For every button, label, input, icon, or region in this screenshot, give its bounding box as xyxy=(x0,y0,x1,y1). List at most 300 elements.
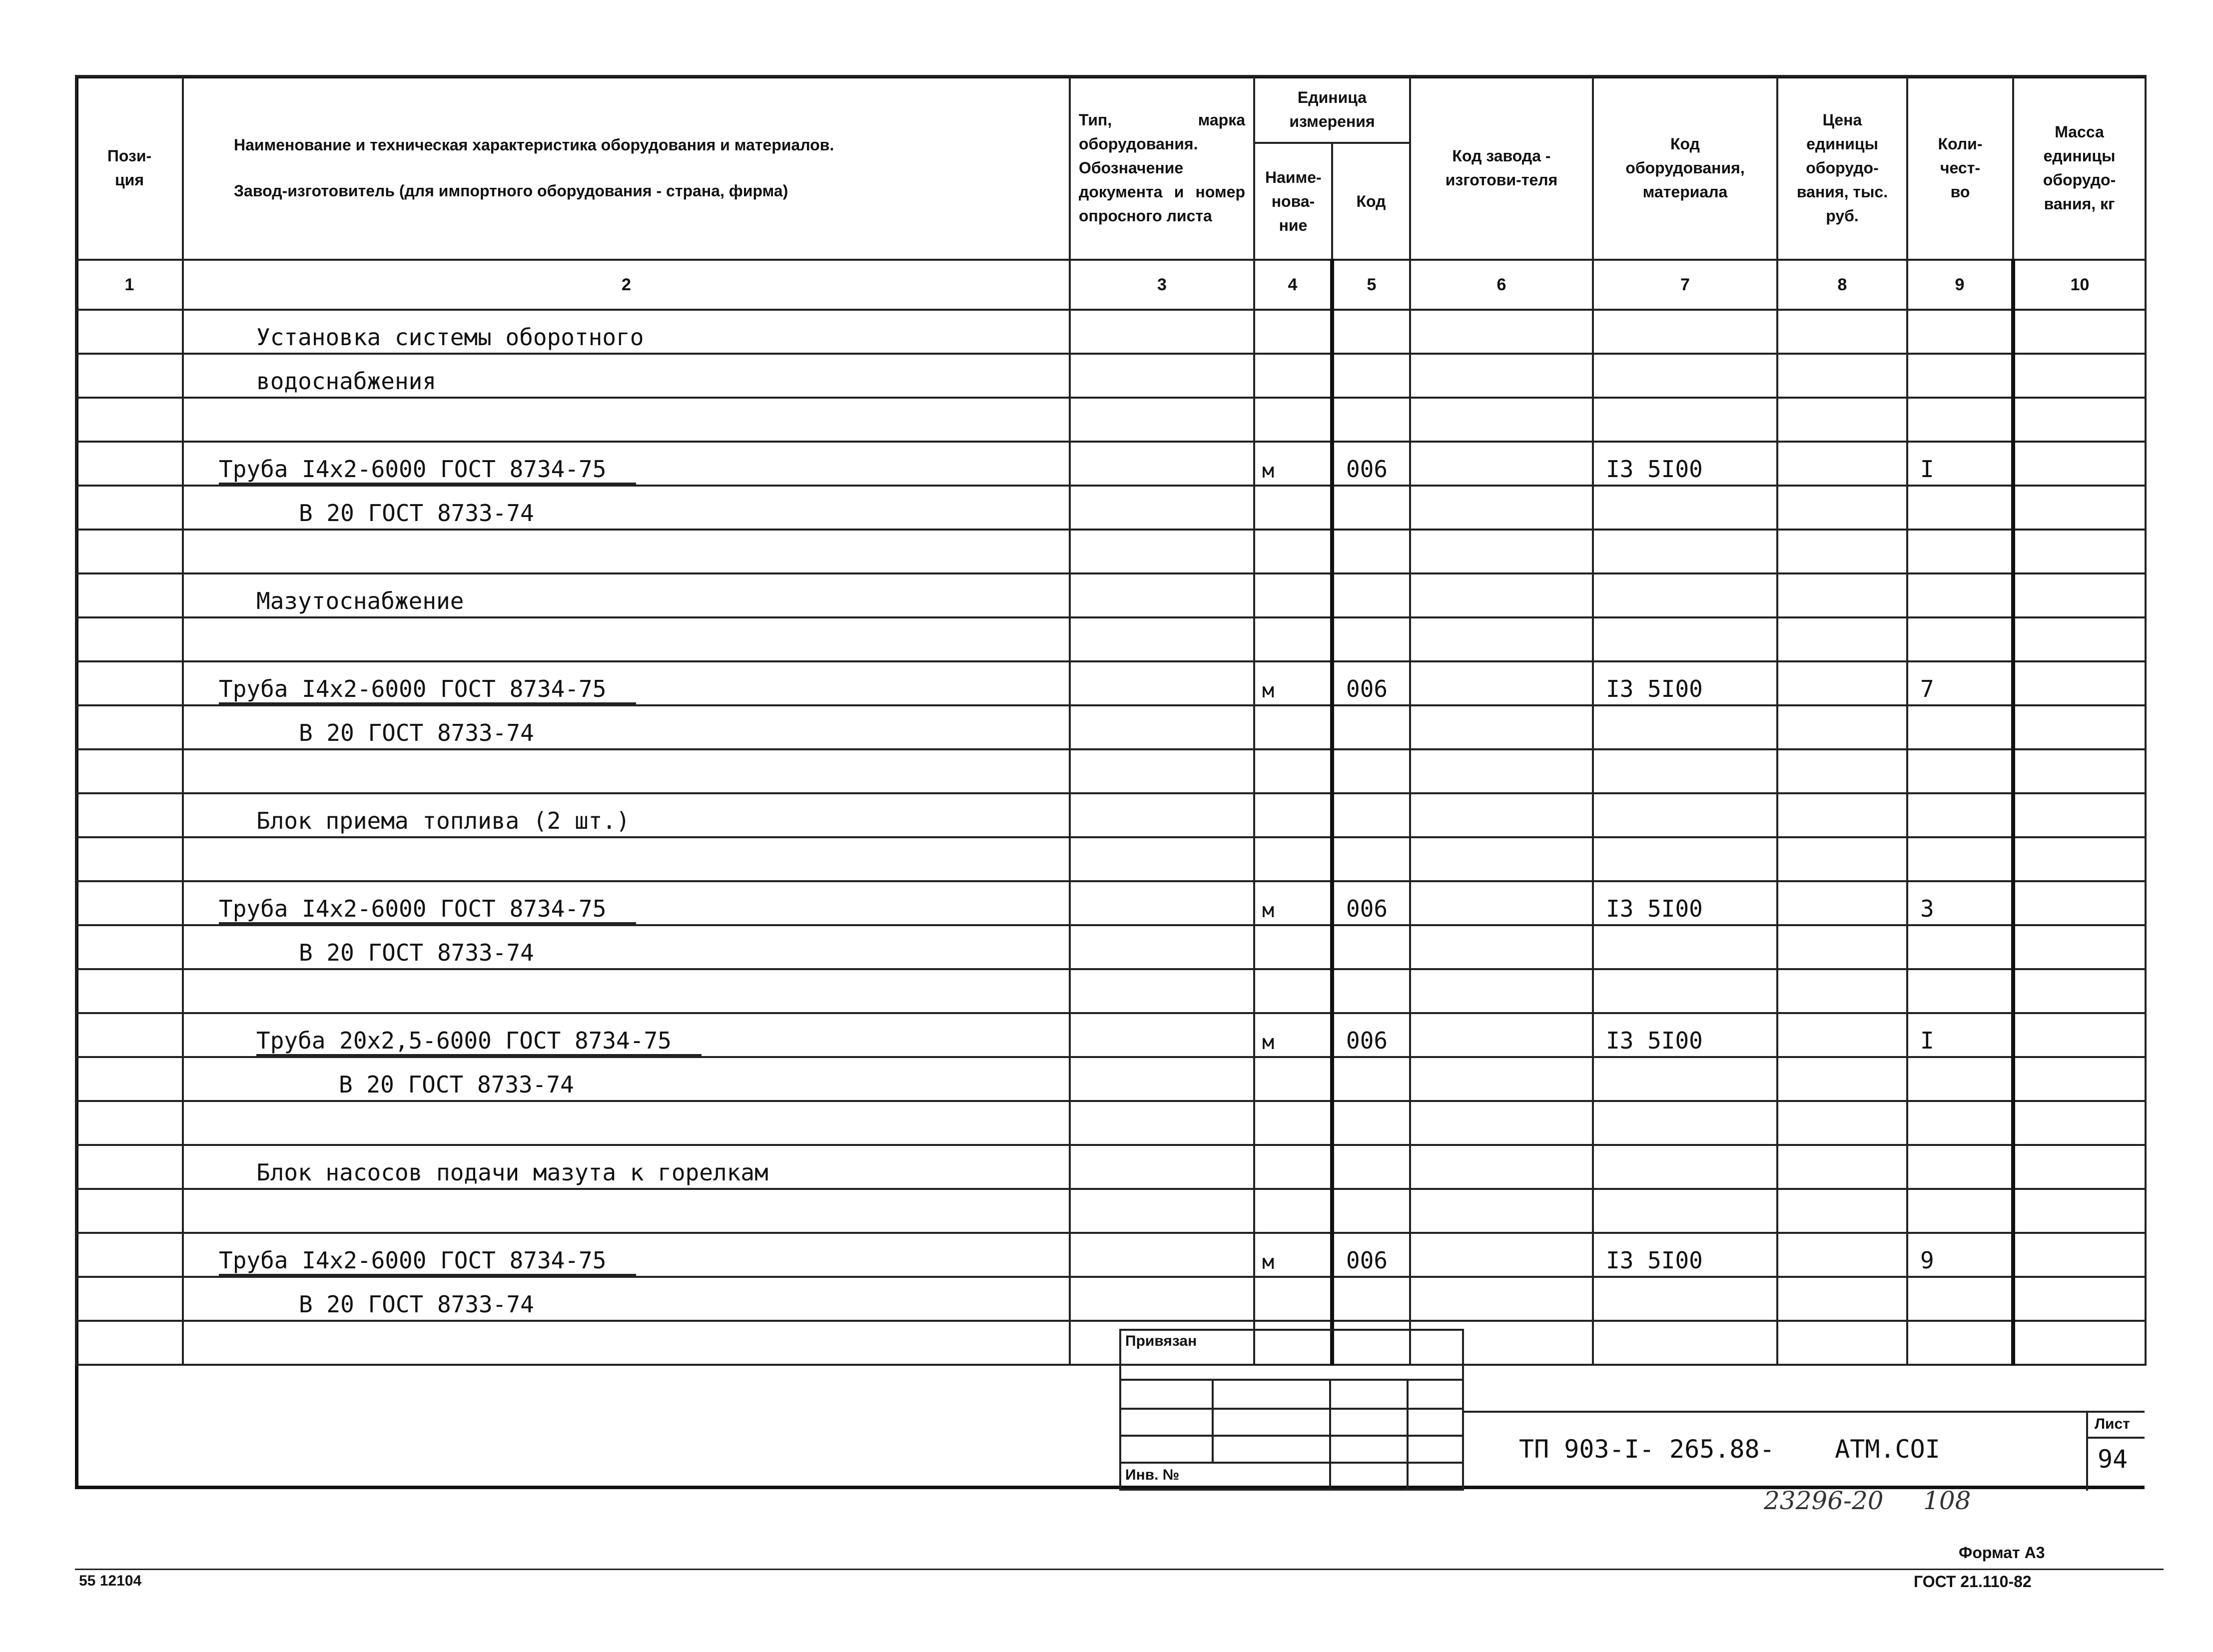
empty-cell xyxy=(2013,354,2146,398)
empty-cell xyxy=(1070,1145,1254,1189)
item-description xyxy=(183,442,1070,486)
stamp-divider xyxy=(1329,1379,1331,1491)
item-description-text: В 20 ГОСТ 8733-74 xyxy=(299,1291,534,1318)
column-number: 1 xyxy=(76,260,183,310)
empty-cell xyxy=(1070,1277,1254,1321)
sheet-divider xyxy=(2086,1411,2088,1491)
empty-cell xyxy=(1777,1013,1907,1057)
header-position: Пози- ция xyxy=(76,76,183,260)
empty-cell xyxy=(76,398,183,442)
table-row xyxy=(76,1013,2146,1057)
empty-cell xyxy=(76,925,183,969)
table-row xyxy=(76,793,2146,837)
header-mass: Масса единицы оборудо-вания, кг xyxy=(2013,76,2146,260)
unit-code xyxy=(1332,573,1410,617)
empty-cell xyxy=(76,442,183,486)
empty-cell xyxy=(1070,1189,1254,1233)
empty-cell xyxy=(1410,1189,1593,1233)
quantity: 7 xyxy=(1907,661,2013,705)
unit-code xyxy=(1332,925,1410,969)
empty-cell xyxy=(1777,881,1907,925)
equipment-code xyxy=(1593,1145,1777,1189)
quantity xyxy=(1907,705,2013,749)
empty-cell xyxy=(1410,881,1593,925)
empty-cell xyxy=(1070,793,1254,837)
equipment-code xyxy=(1593,837,1777,881)
equipment-code xyxy=(1593,354,1777,398)
unit-code: 006 xyxy=(1332,661,1410,705)
quantity xyxy=(1907,1145,2013,1189)
empty-cell xyxy=(1410,398,1593,442)
item-description xyxy=(183,837,1070,881)
equipment-code xyxy=(1593,1277,1777,1321)
table-row xyxy=(76,1145,2146,1189)
empty-cell xyxy=(76,749,183,793)
table-body xyxy=(76,310,2146,1365)
unit-name xyxy=(1254,617,1332,661)
unit-name: м xyxy=(1254,1013,1332,1057)
empty-cell xyxy=(1070,530,1254,573)
empty-cell xyxy=(2013,310,2146,354)
empty-cell xyxy=(76,1233,183,1277)
header-equipment-code: Код оборудования, материала xyxy=(1593,76,1777,260)
empty-cell xyxy=(1410,837,1593,881)
empty-cell xyxy=(1410,1233,1593,1277)
item-description xyxy=(183,310,1070,354)
unit-name xyxy=(1254,925,1332,969)
empty-cell xyxy=(1777,530,1907,573)
empty-cell xyxy=(1410,1145,1593,1189)
table-row xyxy=(76,398,2146,442)
empty-cell xyxy=(1410,793,1593,837)
unit-code: 006 xyxy=(1332,1013,1410,1057)
unit-code xyxy=(1332,1145,1410,1189)
item-description xyxy=(183,1189,1070,1233)
equipment-code xyxy=(1593,969,1777,1013)
empty-cell xyxy=(1410,925,1593,969)
equipment-code xyxy=(1593,530,1777,573)
empty-cell xyxy=(1777,925,1907,969)
empty-cell xyxy=(76,310,183,354)
empty-cell xyxy=(1777,573,1907,617)
equipment-code: I3 5I00 xyxy=(1593,881,1777,925)
unit-code xyxy=(1332,354,1410,398)
empty-cell xyxy=(1410,310,1593,354)
empty-cell xyxy=(1777,1145,1907,1189)
quantity xyxy=(1907,837,2013,881)
empty-cell xyxy=(1777,749,1907,793)
unit-name xyxy=(1254,1101,1332,1145)
equipment-code xyxy=(1593,573,1777,617)
empty-cell xyxy=(1777,1189,1907,1233)
item-description xyxy=(183,354,1070,398)
item-description xyxy=(183,1057,1070,1101)
table-row xyxy=(76,925,2146,969)
equipment-code xyxy=(1593,705,1777,749)
empty-cell xyxy=(1777,837,1907,881)
table-row xyxy=(76,969,2146,1013)
column-number: 10 xyxy=(2013,260,2146,310)
empty-cell xyxy=(1070,617,1254,661)
header-unit-code: Код xyxy=(1332,143,1410,260)
equipment-code xyxy=(1593,793,1777,837)
item-description xyxy=(183,573,1070,617)
column-number: 4 xyxy=(1254,260,1332,310)
equipment-code: I3 5I00 xyxy=(1593,442,1777,486)
empty-cell xyxy=(1777,661,1907,705)
empty-cell xyxy=(2013,1233,2146,1277)
equipment-code: I3 5I00 xyxy=(1593,661,1777,705)
inventory-code: 55 12104 xyxy=(79,1573,142,1589)
empty-cell xyxy=(2013,749,2146,793)
empty-cell xyxy=(76,881,183,925)
empty-cell xyxy=(2013,573,2146,617)
table-row xyxy=(76,705,2146,749)
unit-name xyxy=(1254,530,1332,573)
empty-cell xyxy=(1070,661,1254,705)
empty-cell xyxy=(1410,1277,1593,1321)
empty-cell xyxy=(76,1013,183,1057)
unit-name xyxy=(1254,398,1332,442)
equipment-code: I3 5I00 xyxy=(1593,1013,1777,1057)
empty-cell xyxy=(2013,1277,2146,1321)
header-price: Цена единицы оборудо-вания, тыс. руб. xyxy=(1777,76,1907,260)
unit-name xyxy=(1254,837,1332,881)
unit-code: 006 xyxy=(1332,442,1410,486)
unit-name xyxy=(1254,749,1332,793)
quantity xyxy=(1907,925,2013,969)
equipment-code xyxy=(1593,925,1777,969)
empty-cell xyxy=(1777,1101,1907,1145)
document-code: ТП 903-I- 265.88- АТМ.COI xyxy=(1519,1435,1940,1464)
empty-cell xyxy=(1070,573,1254,617)
privyazan-label: Привязан xyxy=(1125,1333,1197,1349)
column-numbers-row xyxy=(76,260,2146,310)
empty-cell xyxy=(1070,1233,1254,1277)
empty-cell xyxy=(1070,749,1254,793)
item-description xyxy=(183,881,1070,925)
header-factory-code: Код завода - изготови-теля xyxy=(1410,76,1593,260)
unit-name xyxy=(1254,969,1332,1013)
unit-code xyxy=(1332,749,1410,793)
unit-code: 006 xyxy=(1332,881,1410,925)
empty-cell xyxy=(1070,310,1254,354)
empty-cell xyxy=(1777,969,1907,1013)
empty-cell xyxy=(2013,925,2146,969)
table-row xyxy=(76,1189,2146,1233)
header-unit-group: Единица измерения xyxy=(1254,76,1410,143)
stamp-line xyxy=(1119,1462,1464,1464)
quantity xyxy=(1907,1189,2013,1233)
unit-code xyxy=(1332,1057,1410,1101)
table-row xyxy=(76,442,2146,486)
empty-cell xyxy=(1070,1057,1254,1101)
empty-cell xyxy=(2013,617,2146,661)
table-row xyxy=(76,573,2146,617)
equipment-code xyxy=(1593,486,1777,530)
empty-cell xyxy=(1070,398,1254,442)
unit-code xyxy=(1332,837,1410,881)
gost-label: ГОСТ 21.110-82 xyxy=(1914,1573,2032,1591)
footer-line xyxy=(75,1569,2164,1570)
empty-cell xyxy=(1070,1101,1254,1145)
equipment-code xyxy=(1593,1101,1777,1145)
table-row xyxy=(76,310,2146,354)
item-description-text: Труба I4х2-6000 ГОСТ 8734-75 xyxy=(219,675,636,704)
quantity xyxy=(1907,1277,2013,1321)
empty-cell xyxy=(1777,442,1907,486)
quantity: I xyxy=(1907,1013,2013,1057)
equipment-code xyxy=(1593,1057,1777,1101)
empty-cell xyxy=(1410,969,1593,1013)
column-number: 6 xyxy=(1410,260,1593,310)
empty-cell xyxy=(1777,793,1907,837)
unit-name xyxy=(1254,705,1332,749)
empty-cell xyxy=(76,1057,183,1101)
quantity xyxy=(1907,1321,2013,1365)
empty-cell xyxy=(1410,749,1593,793)
item-description-text: водоснабжения xyxy=(256,368,437,395)
item-description xyxy=(183,925,1070,969)
table-row xyxy=(76,837,2146,881)
item-description xyxy=(183,661,1070,705)
empty-cell xyxy=(1070,925,1254,969)
inv-no-label: Инв. № xyxy=(1125,1467,1180,1483)
table-row xyxy=(76,1277,2146,1321)
empty-cell xyxy=(2013,398,2146,442)
unit-code xyxy=(1332,398,1410,442)
item-description-text: В 20 ГОСТ 8733-74 xyxy=(299,719,534,746)
sheet-number: 94 xyxy=(2098,1445,2128,1474)
equipment-code xyxy=(1593,749,1777,793)
quantity xyxy=(1907,573,2013,617)
sheet-line xyxy=(2086,1437,2145,1439)
header-name-line1: Наименование и техническая характеристика оборудования и материалов. xyxy=(234,136,834,154)
item-description xyxy=(183,705,1070,749)
column-number: 9 xyxy=(1907,260,2013,310)
unit-name: м xyxy=(1254,661,1332,705)
item-description xyxy=(183,1013,1070,1057)
empty-cell xyxy=(76,530,183,573)
empty-cell xyxy=(1777,354,1907,398)
unit-name xyxy=(1254,793,1332,837)
empty-cell xyxy=(1070,354,1254,398)
empty-cell xyxy=(1070,486,1254,530)
unit-code: 006 xyxy=(1332,1233,1410,1277)
stamp-line xyxy=(1119,1379,1464,1381)
empty-cell xyxy=(1410,573,1593,617)
item-description-text: Блок насосов подачи мазута к горелкам xyxy=(256,1159,768,1186)
unit-name xyxy=(1254,486,1332,530)
empty-cell xyxy=(1777,1233,1907,1277)
table-row xyxy=(76,1101,2146,1145)
empty-cell xyxy=(1777,1277,1907,1321)
table-row xyxy=(76,881,2146,925)
unit-name: м xyxy=(1254,442,1332,486)
empty-cell xyxy=(1410,1057,1593,1101)
table-row xyxy=(76,617,2146,661)
item-description-text: Труба I4х2-6000 ГОСТ 8734-75 xyxy=(219,1247,636,1276)
unit-code xyxy=(1332,310,1410,354)
empty-cell xyxy=(1777,1321,1907,1365)
empty-cell xyxy=(76,1189,183,1233)
unit-name xyxy=(1254,310,1332,354)
empty-cell xyxy=(2013,793,2146,837)
empty-cell xyxy=(1410,354,1593,398)
empty-cell xyxy=(1777,1057,1907,1101)
stamp-divider xyxy=(1212,1379,1214,1462)
header-quantity: Коли-чест-во xyxy=(1907,76,2013,260)
equipment-code xyxy=(1593,1189,1777,1233)
item-description xyxy=(183,617,1070,661)
empty-cell xyxy=(1070,881,1254,925)
equipment-code xyxy=(1593,310,1777,354)
unit-code xyxy=(1332,1189,1410,1233)
empty-cell xyxy=(76,661,183,705)
item-description-text: В 20 ГОСТ 8733-74 xyxy=(299,500,534,527)
column-number: 8 xyxy=(1777,260,1907,310)
quantity: I xyxy=(1907,442,2013,486)
unit-code xyxy=(1332,486,1410,530)
unit-code xyxy=(1332,1101,1410,1145)
quantity xyxy=(1907,793,2013,837)
item-description xyxy=(183,969,1070,1013)
unit-code xyxy=(1332,793,1410,837)
item-description-text: Труба 20х2,5-6000 ГОСТ 8734-75 xyxy=(256,1027,702,1056)
item-description-text: Мазутоснабжение xyxy=(256,587,464,614)
item-description-text: В 20 ГОСТ 8733-74 xyxy=(299,939,534,966)
empty-cell xyxy=(1777,617,1907,661)
stamp-divider xyxy=(1407,1379,1409,1491)
empty-cell xyxy=(76,573,183,617)
unit-name: м xyxy=(1254,881,1332,925)
empty-cell xyxy=(2013,1189,2146,1233)
equipment-code xyxy=(1593,617,1777,661)
item-description xyxy=(183,486,1070,530)
empty-cell xyxy=(2013,705,2146,749)
stamp-line xyxy=(1119,1408,1464,1410)
column-number: 7 xyxy=(1593,260,1777,310)
unit-name xyxy=(1254,1277,1332,1321)
column-number: 2 xyxy=(183,260,1070,310)
unit-code xyxy=(1332,1277,1410,1321)
item-description xyxy=(183,793,1070,837)
empty-cell xyxy=(76,793,183,837)
empty-cell xyxy=(1410,617,1593,661)
specification-table xyxy=(75,75,2147,1366)
header-unit-name: Наиме-нова-ние xyxy=(1254,143,1332,260)
empty-cell xyxy=(1410,1013,1593,1057)
empty-cell xyxy=(2013,1013,2146,1057)
empty-cell xyxy=(1777,705,1907,749)
unit-code xyxy=(1332,530,1410,573)
table-row xyxy=(76,530,2146,573)
empty-cell xyxy=(1410,661,1593,705)
unit-name xyxy=(1254,354,1332,398)
quantity xyxy=(1907,969,2013,1013)
empty-cell xyxy=(1410,530,1593,573)
empty-cell xyxy=(2013,1145,2146,1189)
empty-cell xyxy=(1410,705,1593,749)
item-description xyxy=(183,1277,1070,1321)
empty-cell xyxy=(1410,486,1593,530)
empty-cell xyxy=(1777,310,1907,354)
item-description-text: Труба I4х2-6000 ГОСТ 8734-75 xyxy=(219,895,636,924)
empty-cell xyxy=(76,1145,183,1189)
empty-cell xyxy=(1410,1101,1593,1145)
unit-code xyxy=(1332,969,1410,1013)
item-description xyxy=(183,1145,1070,1189)
empty-cell xyxy=(1777,486,1907,530)
quantity xyxy=(1907,1101,2013,1145)
empty-cell xyxy=(2013,1057,2146,1101)
item-description-text: В 20 ГОСТ 8733-74 xyxy=(339,1071,574,1098)
column-number: 3 xyxy=(1070,260,1254,310)
empty-cell xyxy=(76,1277,183,1321)
sheet-label: Лист xyxy=(2095,1416,2130,1432)
empty-cell xyxy=(1070,837,1254,881)
item-description xyxy=(183,749,1070,793)
empty-cell xyxy=(2013,969,2146,1013)
empty-cell xyxy=(2013,661,2146,705)
item-description-text: Блок приема топлива (2 шт.) xyxy=(256,807,630,834)
header-name-line2: Завод-изготовитель (для импортного оборудования - страна, фирма) xyxy=(234,182,788,200)
equipment-code xyxy=(1593,1321,1777,1365)
equipment-code xyxy=(1593,398,1777,442)
format-label: Формат А3 xyxy=(1959,1544,2045,1562)
item-description-text: Установка системы оборотного xyxy=(256,324,644,351)
quantity xyxy=(1907,354,2013,398)
empty-cell xyxy=(1410,442,1593,486)
empty-cell xyxy=(1070,1013,1254,1057)
unit-code xyxy=(1332,705,1410,749)
quantity xyxy=(1907,530,2013,573)
item-description xyxy=(183,530,1070,573)
item-description-text: Труба I4х2-6000 ГОСТ 8734-75 xyxy=(219,456,636,485)
stamp-line xyxy=(1119,1435,1464,1437)
title-block-line xyxy=(1464,1411,2145,1413)
quantity xyxy=(1907,749,2013,793)
empty-cell xyxy=(76,1101,183,1145)
quantity xyxy=(1907,310,2013,354)
quantity xyxy=(1907,398,2013,442)
header-type: Тип, марка оборудования. Обозначение документа и номер опросного листа xyxy=(1070,76,1254,260)
table-row xyxy=(76,1321,2146,1365)
unit-name: м xyxy=(1254,1233,1332,1277)
unit-name xyxy=(1254,573,1332,617)
table-row xyxy=(76,1057,2146,1101)
empty-cell xyxy=(76,354,183,398)
quantity xyxy=(1907,486,2013,530)
column-number: 5 xyxy=(1332,260,1410,310)
table-row xyxy=(76,1233,2146,1277)
table-row xyxy=(76,661,2146,705)
equipment-code: I3 5I00 xyxy=(1593,1233,1777,1277)
empty-cell xyxy=(76,617,183,661)
unit-name xyxy=(1254,1189,1332,1233)
header-name xyxy=(183,76,1070,260)
table-row xyxy=(76,354,2146,398)
item-description xyxy=(183,1233,1070,1277)
empty-cell xyxy=(76,1321,183,1365)
handwritten-number: 23296-20 108 xyxy=(1764,1486,1971,1515)
empty-cell xyxy=(2013,1101,2146,1145)
table-row xyxy=(76,749,2146,793)
empty-cell xyxy=(2013,1321,2146,1365)
empty-cell xyxy=(2013,442,2146,486)
item-description xyxy=(183,1101,1070,1145)
unit-name xyxy=(1254,1057,1332,1101)
